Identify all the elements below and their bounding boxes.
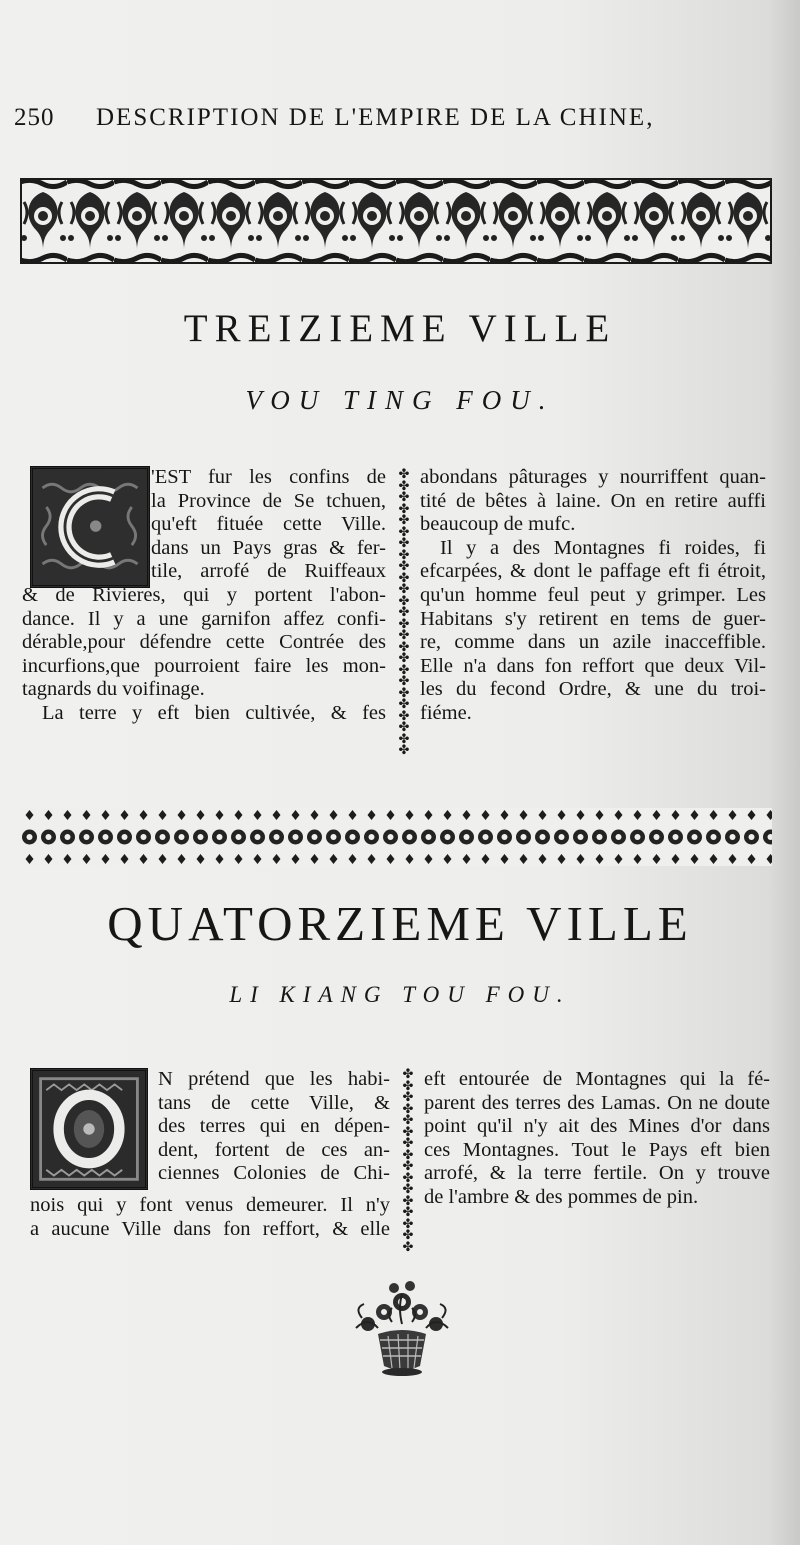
text-line: tagnards du voifinage. <box>22 678 205 701</box>
text-line: tans de cette Ville, & <box>158 1091 390 1114</box>
text-line: ciennes Colonies de Chi- <box>158 1162 390 1185</box>
text-line: les du fecond Ordre, & une du troi- <box>420 678 766 701</box>
column-rule-1: ✤ ✤ ✤ ✤ ✤ ✤ ✤ ✤ ✤ ✤ ✤ ✤ ✤ ✤ ✤ ✤ ✤ ✤ ✤ ✤ ✤ ✤ ✤ ✤ ✤ <box>398 468 410 757</box>
text-line: ces Montagnes. Tout le Pays eft bien <box>424 1138 770 1161</box>
running-title: DESCRIPTION DE L'EMPIRE DE LA CHINE, <box>96 104 655 131</box>
text-line: qu'eft fituée cette Ville. <box>151 513 386 536</box>
text-line: tile, arrofé de Ruiffeaux <box>151 560 386 583</box>
section-subheading-vou-ting-fou: VOU TING FOU. <box>245 385 555 415</box>
text-line: 'EST fur les confins de <box>151 466 386 488</box>
text-line: de l'ambre & des pommes de pin. <box>424 1185 699 1208</box>
section1-col1-body <box>22 584 386 726</box>
section-heading-treizieme: TREIZIEME VILLE <box>183 307 617 350</box>
column-rule-2: ✤ ✤ ✤ ✤ ✤ ✤ ✤ ✤ ✤ ✤ ✤ ✤ ✤ ✤ ✤ ✤ <box>402 1068 414 1254</box>
running-head <box>14 104 784 140</box>
text-line: fiéme. <box>420 701 472 724</box>
section1-col2 <box>420 466 766 726</box>
section2-col1-body <box>30 1194 390 1241</box>
text-line: Il y a des Montagnes fi roides, fi <box>440 536 766 559</box>
text-line: arrofé, & la terre fertile. On y trouve <box>424 1162 770 1185</box>
text-line: Elle n'a dans fon reffort que deux Vil- <box>420 654 766 677</box>
text-line: re, comme dans un azile inacceffible. <box>420 631 766 654</box>
text-line: efcarpées, & dont le paffage eft fi étroit, <box>420 560 766 583</box>
section1-col1-top <box>151 466 386 584</box>
text-line: la Province de Se tchuen, <box>151 489 386 512</box>
text-line: La terre y eft bien cultivée, & fes <box>42 701 386 724</box>
text-line: parent des terres des Lamas. On ne doute <box>424 1091 770 1114</box>
section2-col2 <box>424 1068 770 1210</box>
text-line: dans un Pays gras & fer- <box>151 536 386 559</box>
text-line: point qu'il n'y ait des Mines d'or dans <box>424 1115 770 1138</box>
flower-basket-vignette-icon <box>348 1278 456 1378</box>
text-line: incurfions,que pourroient faire les mon- <box>22 654 386 677</box>
text-line: des terres qui en dépen- <box>158 1115 390 1138</box>
text-line: dent, fortent de ces an- <box>158 1138 390 1161</box>
dropcap-o <box>30 1068 148 1190</box>
section-heading-quatorzieme: QUATORZIEME VILLE <box>107 896 693 951</box>
text-line: nois qui y font venus demeurer. Il n'y <box>30 1194 390 1216</box>
middle-ornament-band <box>20 808 772 866</box>
text-line: eft entourée de Montagnes qui la fé- <box>424 1068 770 1090</box>
section-subheading-li-kiang-tou-fou: LI KIANG TOU FOU. <box>229 982 571 1007</box>
text-line: & de Rivieres, qui y portent l'abon- <box>22 584 386 606</box>
section2-col1-top <box>158 1068 390 1186</box>
top-ornament-band <box>20 178 772 264</box>
text-line: N prétend que les habi- <box>158 1068 390 1090</box>
dropcap-c <box>30 466 150 588</box>
text-line: abondans pâturages y nourriffent quan- <box>420 466 766 488</box>
page-number: 250 <box>14 104 55 131</box>
text-line: dérable,pour défendre cette Contrée des <box>22 631 386 654</box>
text-line: a aucune Ville dans fon reffort, & elle <box>30 1217 390 1240</box>
text-line: beaucoup de mufc. <box>420 513 576 536</box>
text-line: dance. Il y a une garnifon affez confi- <box>22 607 386 630</box>
text-line: qu'un homme feul peut y grimper. Les <box>420 583 766 606</box>
text-line: Habitans s'y retirent en tems de guer- <box>420 607 766 630</box>
text-line: tité de bêtes à laine. On en retire auffi <box>420 489 766 512</box>
